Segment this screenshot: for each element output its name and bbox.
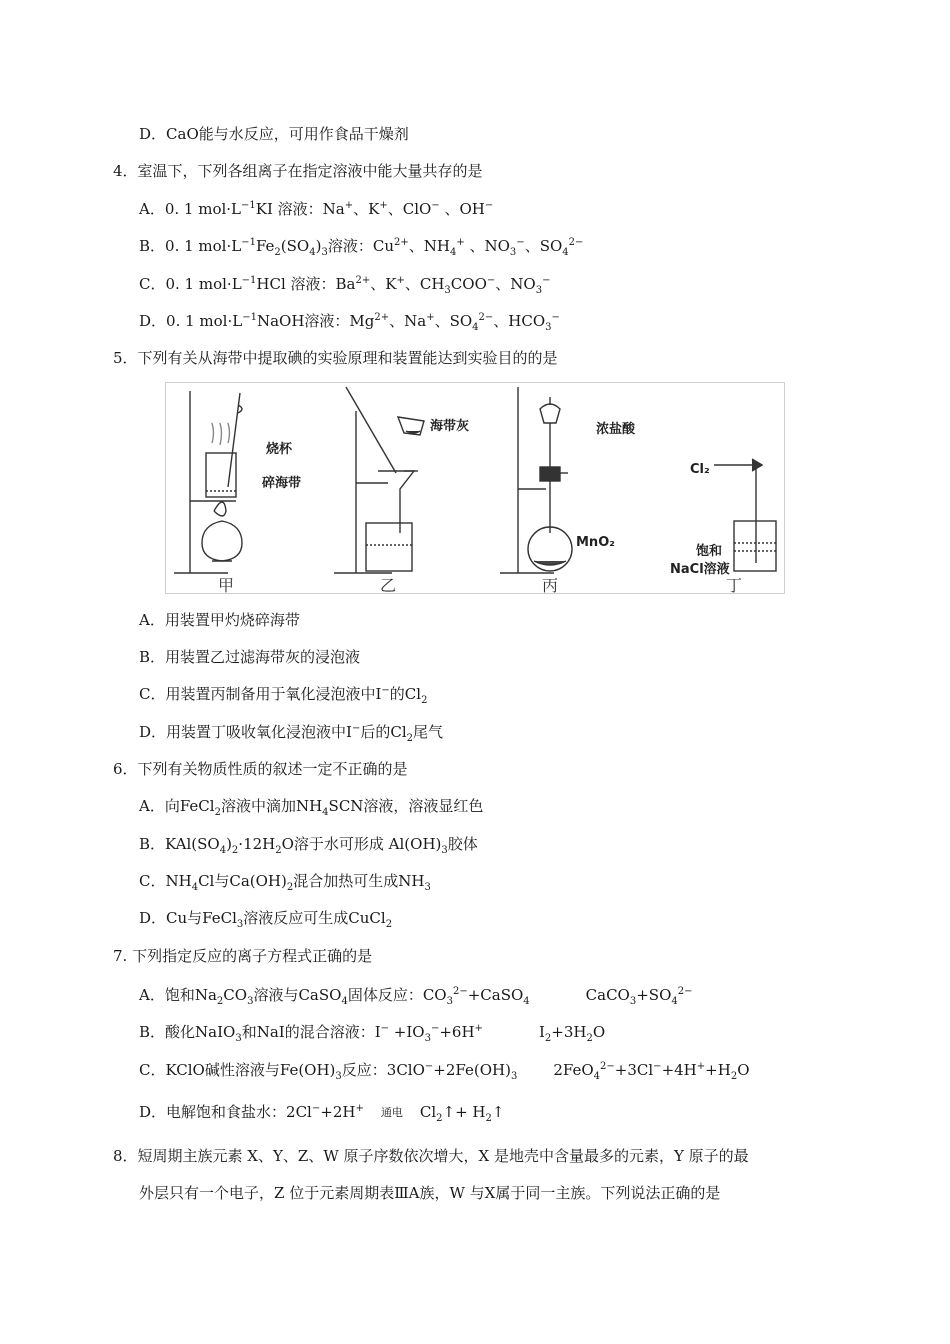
q6-option-d: D．Cu与FeCl$_3$溶液反应可生成CuCl$_2$	[139, 909, 393, 930]
q7-option-b: B．酸化NaIO$_3$和NaI的混合溶液：$I^- +IO_3^-+6H^+$ $I_2+3H_2O$	[139, 1023, 606, 1044]
apparatus-drawing	[166, 383, 786, 595]
q7-option-a: A．饱和$Na_2CO_3$溶液与CaSO$_4$固体反应：$CO_3^{2-}+CaSO_4$ $CaCO_3+SO_4^{2-}$	[139, 986, 693, 1007]
q6-stem: 6．下列有关物质性质的叙述一定不正确的是	[113, 760, 408, 778]
q5-option-b: B．用装置乙过滤海带灰的浸泡液	[139, 648, 361, 666]
q5-stem: 5．下列有关从海带中提取碘的实验原理和装置能达到实验目的的是	[113, 349, 558, 367]
label-cl2: Cl₂	[690, 462, 710, 477]
q6-option-a: A．向FeCl$_2$溶液中滴加$NH_4SCN$溶液，溶液显红色	[139, 797, 484, 818]
label-mno2: MnO₂	[576, 535, 615, 550]
q3-option-d: D．CaO能与水反应，可用作食品干燥剂	[139, 125, 409, 143]
caption-c: 丙	[542, 576, 559, 595]
q6-option-b: B．$KAl(SO_4)_2\cdot 12H_2O$溶于水可形成 $Al(OH)_3$胶体	[139, 835, 478, 856]
q7-option-c: C．KClO碱性溶液与$Fe(OH)_3$反应：$3ClO^-+2Fe(OH)_3$ $2FeO_4^{2-}+3Cl^-+4H^++H_2O$	[139, 1061, 750, 1082]
q4-option-b: B．0. 1 $mol\cdot L^{-1}Fe_2(SO_4)_3$溶液：$Cu^{2+}$、$NH_4^+$ 、$NO_3^-$、$SO_4^{2-}$	[139, 237, 584, 258]
label-nacl: NaCl溶液	[670, 562, 730, 577]
q4-option-a: A．0. 1 $mol\cdot L^{-1}KI$ 溶液：Na+、K+、ClO− 、OH−	[139, 200, 494, 218]
q8-stem-line1: 8．短周期主族元素 X、Y、Z、W 原子序数依次增大，X 是地壳中含量最多的元素，Y 原子的最	[113, 1147, 749, 1165]
caption-b: 乙	[380, 576, 397, 595]
label-kelp: 碎海带	[262, 476, 302, 491]
q5-option-a: A．用装置甲灼烧碎海带	[139, 611, 300, 629]
q5-option-c: C．用装置丙制备用于氧化浸泡液中I−的$Cl_2$	[139, 685, 428, 706]
label-saturated: 饱和	[696, 544, 723, 559]
q6-option-c: C．$NH_4Cl$与$Ca(OH)_2$混合加热可生成$NH_3$	[139, 872, 431, 893]
q4-option-d: D．0. 1 $mol\cdot L^{-1}NaOH$溶液：$Mg^{2+}$、Na+、$SO_4^{2-}$、$HCO_3^-$	[139, 312, 560, 333]
q8-stem-line2: 外层只有一个电子，Z 位于元素周期表ⅢA族，W 与X属于同一主族。下列说法正确的是	[139, 1184, 721, 1202]
q7-stem: 7. 下列指定反应的离子方程式正确的是	[113, 947, 373, 965]
caption-a: 甲	[218, 576, 235, 595]
label-ash: 海带灰	[430, 419, 470, 434]
electrolysis-condition: 通电	[380, 1106, 403, 1119]
q7-option-d: D．电解饱和食盐水：2Cl−+2H+ 通电 $Cl_2↑+$ $H_2↑$	[139, 1103, 505, 1124]
q5-option-d: D．用装置丁吸收氧化浸泡液中I−后的$Cl_2$尾气	[139, 723, 444, 744]
apparatus-figure	[165, 382, 785, 594]
label-beaker: 烧杯	[266, 442, 293, 457]
label-acid: 浓盐酸	[596, 422, 636, 437]
q4-option-c: C．0. 1 $mol\cdot L^{-1}HCl$ 溶液：$Ba^{2+}$、K+、$CH_3COO^-$、$NO_3^-$	[139, 275, 551, 296]
caption-d: 丁	[726, 576, 743, 595]
q4-stem: 4．室温下，下列各组离子在指定溶液中能大量共存的是	[113, 162, 483, 180]
